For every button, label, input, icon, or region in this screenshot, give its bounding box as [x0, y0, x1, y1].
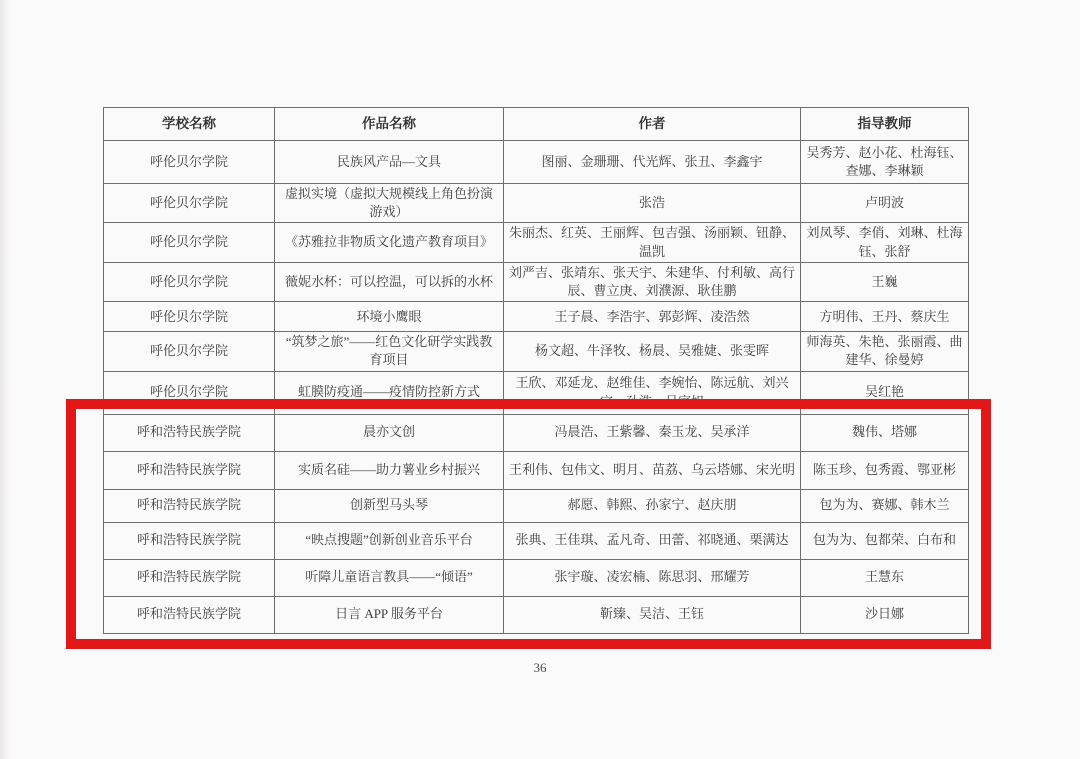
school-cell: 呼伦贝尔学院: [104, 223, 275, 262]
table-row: [104, 371, 969, 414]
school-cell: 呼伦贝尔学院: [104, 302, 275, 332]
school-cell: 呼伦贝尔学院: [104, 184, 275, 223]
scan-edge-shadow: [0, 0, 10, 759]
teachers-cell: 王慧东: [801, 559, 969, 596]
table-row: [104, 223, 969, 262]
teachers-cell: 魏伟、塔娜: [801, 414, 969, 451]
authors-cell: 王利伟、包伟文、明月、苗荔、乌云塔娜、宋光明: [504, 451, 801, 489]
page-number: 36: [533, 660, 547, 675]
school-cell: 呼伦贝尔学院: [104, 332, 275, 371]
header-school-name: 学校名称: [104, 108, 275, 141]
work-cell: 虹膜防疫通——疫情防控新方式: [275, 371, 504, 414]
work-cell: 实质名硅——助力薯业乡村振兴: [275, 451, 504, 489]
work-cell: 环境小鹰眼: [275, 302, 504, 332]
table-row: [104, 489, 969, 522]
table-header-row: [104, 108, 969, 141]
work-cell: 创新型马头琴: [275, 489, 504, 522]
table-row: [104, 262, 969, 301]
teachers-cell: 包为为、包都荣、白布和: [801, 522, 969, 559]
table-row: [104, 414, 969, 451]
teachers-cell: 陈玉珍、包秀霞、鄂亚彬: [801, 451, 969, 489]
work-cell: 民族风产品—文具: [275, 141, 504, 184]
school-cell: 呼伦贝尔学院: [104, 262, 275, 301]
school-cell: 呼伦贝尔学院: [104, 371, 275, 414]
header-work-name: 作品名称: [275, 108, 504, 141]
school-cell: 呼和浩特民族学院: [104, 451, 275, 489]
table-row: [104, 184, 969, 223]
school-cell: 呼和浩特民族学院: [104, 596, 275, 633]
school-cell: 呼和浩特民族学院: [104, 489, 275, 522]
teachers-cell: 沙日娜: [801, 596, 969, 633]
table-row: [104, 522, 969, 559]
authors-cell: 朱丽杰、红英、王丽辉、包吉强、汤丽颖、钮静、温凯: [504, 223, 801, 262]
authors-cell: 张宇璇、凌宏楠、陈思羽、邢耀芳: [504, 559, 801, 596]
teachers-cell: 吴秀芳、赵小花、杜海钰、查娜、李琳颖: [801, 141, 969, 184]
authors-cell: 王子晨、李浩宇、郭彭辉、凌浩然: [504, 302, 801, 332]
award-table: [103, 107, 969, 634]
work-cell: 日言 APP 服务平台: [275, 596, 504, 633]
work-cell: “映点搜题”创新创业音乐平台: [275, 522, 504, 559]
authors-cell: 靳臻、吴洁、王钰: [504, 596, 801, 633]
teachers-cell: 方明伟、王丹、蔡庆生: [801, 302, 969, 332]
work-cell: 晨亦文创: [275, 414, 504, 451]
work-cell: “筑梦之旅”——红色文化研学实践教育项目: [275, 332, 504, 371]
work-cell: 《苏雅拉非物质文化遗产教育项目》: [275, 223, 504, 262]
authors-cell: 冯晨浩、王紫馨、秦玉龙、吴承洋: [504, 414, 801, 451]
authors-cell: 郝愿、韩熙、孙家宁、赵庆朋: [504, 489, 801, 522]
teachers-cell: 师海英、朱艳、张丽霞、曲建华、徐曼婷: [801, 332, 969, 371]
school-cell: 呼和浩特民族学院: [104, 559, 275, 596]
table-row: [104, 302, 969, 332]
authors-cell: 王欣、邓延龙、赵维佳、李婉怡、陈远航、刘兴宇、孙浩、吕家旭: [504, 371, 801, 414]
teachers-cell: 刘凤琴、李俏、刘琳、杜海钰、张舒: [801, 223, 969, 262]
authors-cell: 张典、王佳琪、孟凡奇、田蕾、祁晓通、栗满达: [504, 522, 801, 559]
school-cell: 呼伦贝尔学院: [104, 141, 275, 184]
table-row: [104, 332, 969, 371]
header-authors: 作者: [504, 108, 801, 141]
authors-cell: 刘严吉、张靖东、张天宇、朱建华、付利敏、高行辰、曹立庚、刘濮源、耿佳鹏: [504, 262, 801, 301]
table-row: [104, 141, 969, 184]
header-advising-teachers: 指导教师: [801, 108, 969, 141]
teachers-cell: 吴红艳: [801, 371, 969, 414]
table-row: [104, 559, 969, 596]
authors-cell: 张浩: [504, 184, 801, 223]
table-body: [104, 141, 969, 634]
work-cell: 听障儿童语言教具——“倾语”: [275, 559, 504, 596]
table-row: [104, 596, 969, 633]
teachers-cell: 王巍: [801, 262, 969, 301]
table-row: [104, 451, 969, 489]
work-cell: 薇妮水杯：可以控温，可以拆的水杯: [275, 262, 504, 301]
authors-cell: 杨文超、牛泽牧、杨晨、吴雅婕、张雯晖: [504, 332, 801, 371]
teachers-cell: 卢明波: [801, 184, 969, 223]
authors-cell: 图丽、金珊珊、代光辉、张丑、李鑫宇: [504, 141, 801, 184]
school-cell: 呼和浩特民族学院: [104, 414, 275, 451]
school-cell: 呼和浩特民族学院: [104, 522, 275, 559]
work-cell: 虚拟实境（虚拟大规模线上角色扮演游戏）: [275, 184, 504, 223]
teachers-cell: 包为为、赛娜、韩木兰: [801, 489, 969, 522]
